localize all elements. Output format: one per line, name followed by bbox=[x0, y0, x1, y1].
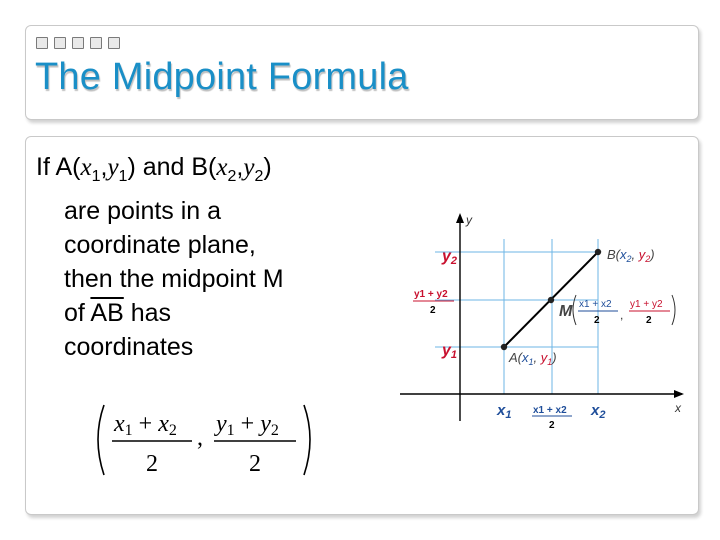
formula-x-denominator: 2 bbox=[146, 451, 158, 477]
formula-sub: 1 bbox=[124, 422, 133, 439]
tick-x2: $x_2$ bbox=[591, 402, 606, 421]
point-m bbox=[548, 297, 554, 303]
left-paren bbox=[98, 405, 104, 475]
right-paren bbox=[304, 405, 310, 475]
dot-square bbox=[36, 37, 48, 49]
label-a: $A(x_1$, $y_1$) bbox=[509, 350, 557, 367]
dot-square bbox=[72, 37, 84, 49]
formula-sub: 2 bbox=[270, 422, 279, 439]
dot-square bbox=[54, 37, 66, 49]
page-title: The Midpoint Formula bbox=[35, 56, 409, 98]
tick-ymid-denominator: 2 bbox=[430, 305, 436, 316]
x-axis-label: x bbox=[675, 401, 681, 415]
point-a bbox=[501, 344, 507, 350]
point-b bbox=[595, 249, 601, 255]
label-m-comma: , bbox=[620, 308, 624, 322]
statement-line-5: of $\overline{AB}$ has bbox=[64, 299, 172, 327]
content-panel bbox=[25, 136, 699, 515]
statement-line-3: coordinate plane, bbox=[64, 231, 256, 259]
tick-ymid-numerator: y1 + y2 bbox=[414, 289, 448, 300]
label-m-y-numerator: y1 + y2 bbox=[630, 299, 663, 310]
title-panel bbox=[25, 25, 699, 120]
label-m-y-denominator: 2 bbox=[646, 315, 652, 326]
statement-line-1: If $A(x_1,y_1)$ and $B(x_2,y_2)$ bbox=[36, 153, 272, 185]
tick-y1: y1 bbox=[442, 342, 458, 361]
label-m-x-numerator: x1 + x2 bbox=[579, 299, 612, 310]
label-b: $B(x_2$, $y_2$) bbox=[607, 247, 655, 264]
tick-xmid-denominator: 2 bbox=[549, 420, 555, 431]
formula-y-denominator: 2 bbox=[249, 451, 261, 477]
x-axis-arrow-icon bbox=[674, 390, 684, 398]
window-dots bbox=[36, 37, 120, 49]
statement-text bbox=[36, 150, 356, 364]
segment-ab-label: $\overline{AB}$ bbox=[90, 299, 124, 327]
tick-y2: y2 bbox=[442, 248, 458, 267]
statement-line-4: then the midpoint M bbox=[64, 265, 284, 293]
label-m-x-denominator: 2 bbox=[594, 315, 600, 326]
y-axis-label: y bbox=[466, 213, 472, 227]
formula-separator: , bbox=[197, 425, 203, 451]
dot-square bbox=[90, 37, 102, 49]
dot-square bbox=[108, 37, 120, 49]
tick-xmid-numerator: x1 + x2 bbox=[533, 405, 567, 416]
midpoint-formula bbox=[94, 399, 344, 489]
y-axis-arrow-icon bbox=[456, 213, 464, 223]
statement-line-6: coordinates bbox=[64, 333, 194, 361]
label-m-right-paren bbox=[672, 295, 675, 325]
label-m: M bbox=[559, 303, 573, 320]
tick-x1: $x_1$ bbox=[497, 402, 512, 421]
formula-sub: 2 bbox=[168, 422, 177, 439]
formula-y-numerator: y1 + y2 bbox=[216, 411, 279, 439]
coordinate-diagram bbox=[378, 209, 681, 434]
formula-sub: 1 bbox=[226, 422, 235, 439]
statement-line-2: are points in a bbox=[64, 197, 222, 225]
formula-x-numerator: x1 + x2 bbox=[114, 411, 177, 439]
